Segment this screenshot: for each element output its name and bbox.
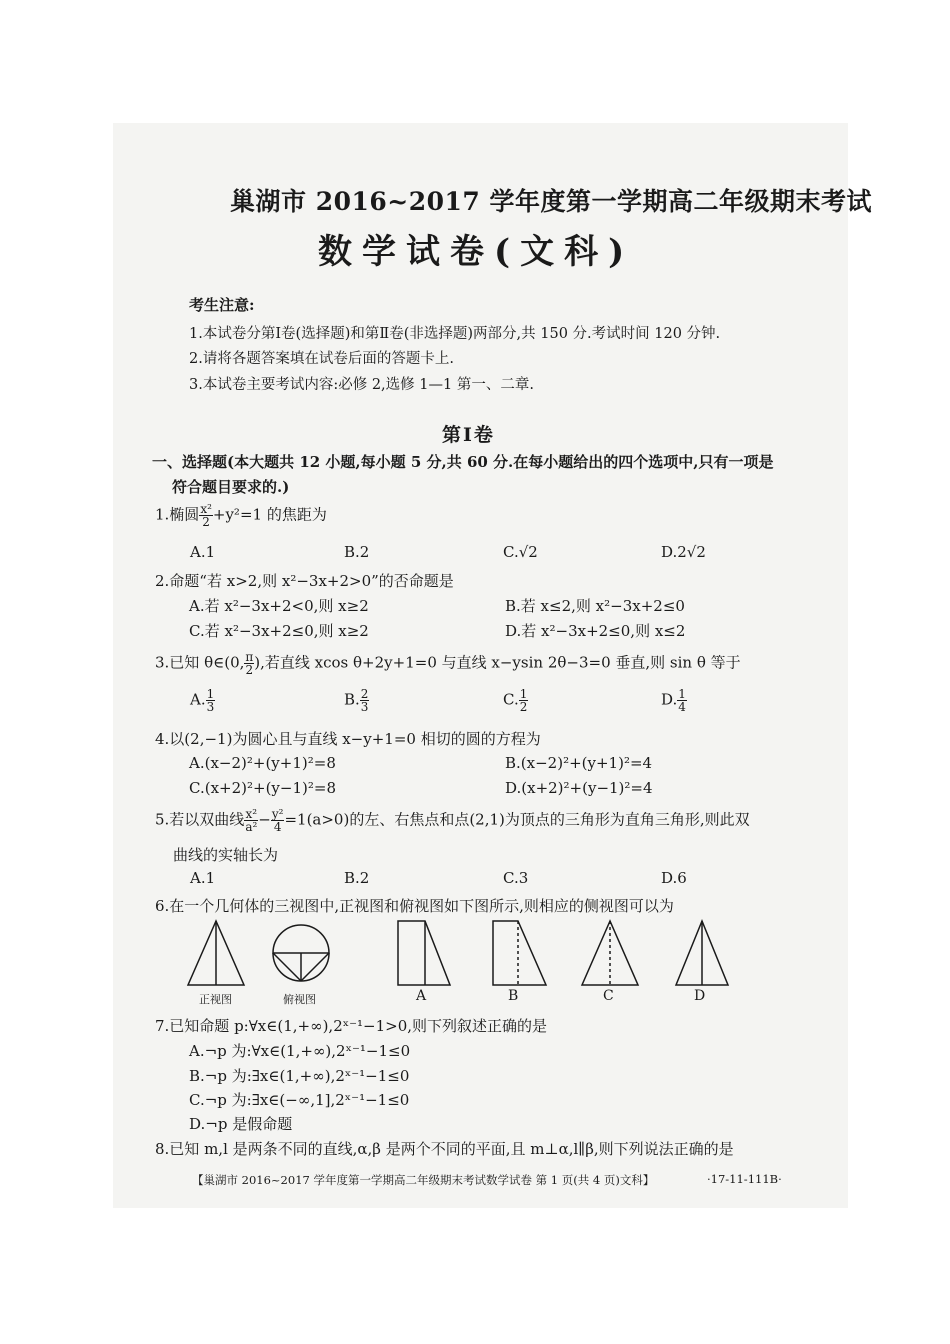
q3-option-c <box>503 688 528 713</box>
q4-option-d: D.(x+2)²+(y−1)²=4 <box>505 779 653 797</box>
q5-f2-den: 4 <box>273 820 282 834</box>
q5-f2-num: y² <box>271 807 284 821</box>
q3-option-d <box>661 688 687 713</box>
q2-option-d: D.若 x²−3x+2≤0,则 x≤2 <box>505 622 686 640</box>
q6-figures <box>180 915 740 1015</box>
label-option-a: A <box>416 988 427 1004</box>
q3-option-b <box>344 688 369 713</box>
q1-option-d: D.2√2 <box>661 543 706 561</box>
q1-option-b: B.2 <box>344 543 370 561</box>
exam-subtitle: 数学试卷(文科) <box>318 232 635 272</box>
q3-b-fraction <box>360 688 370 713</box>
question-7: 7.已知命题 p:∀x∈(1,+∞),2ˣ⁻¹−1>0,则下列叙述正确的是 <box>155 1017 548 1035</box>
q3-d-den: 4 <box>678 700 686 714</box>
q5-prefix: 5.若以双曲线 <box>155 810 245 829</box>
label-top-view: 俯视图 <box>283 993 316 1006</box>
q3-prefix: 3.已知 θ∈(0, <box>155 653 245 672</box>
q5-f1-den: a² <box>245 820 258 834</box>
q5-f1-num: x² <box>245 807 258 821</box>
q5-suffix: =1(a>0)的左、右焦点和点(2,1)为顶点的三角形为直角三角形,则此双 <box>284 810 750 829</box>
q5-fraction-2 <box>271 808 285 833</box>
q3-a-num: 1 <box>206 687 215 701</box>
q3-a-fraction <box>206 688 216 713</box>
q4-option-c: C.(x+2)²+(y−1)²=8 <box>189 779 336 797</box>
q5-line-2: 曲线的实轴长为 <box>173 846 279 864</box>
option-b-figure <box>493 921 546 985</box>
front-view-figure <box>188 921 244 985</box>
section-title: 第Ⅰ卷 <box>442 424 495 446</box>
label-option-d: D <box>694 988 706 1004</box>
q1-suffix: +y²=1 的焦距为 <box>212 505 327 524</box>
q2-option-a: A.若 x²−3x+2<0,则 x≥2 <box>189 597 369 615</box>
question-3 <box>155 651 741 676</box>
q1-option-c: C.√2 <box>503 543 538 561</box>
q5-option-a: A.1 <box>190 869 216 887</box>
q5-option-d: D.6 <box>661 869 687 887</box>
q3-b-den: 3 <box>360 700 369 714</box>
q7-option-a: A.¬p 为:∀x∈(1,+∞),2ˣ⁻¹−1≤0 <box>189 1042 411 1060</box>
notice-heading: 考生注意: <box>189 296 255 314</box>
part-one-instructions-cont: 符合题目要求的.) <box>172 478 290 496</box>
q3-option-a <box>190 688 215 713</box>
question-2: 2.命题“若 x>2,则 x²−3x+2>0”的否命题是 <box>155 572 454 590</box>
question-4: 4.以(2,−1)为圆心且与直线 x−y+1=0 相切的圆的方程为 <box>155 730 541 748</box>
q4-option-b: B.(x−2)²+(y+1)²=4 <box>505 754 653 772</box>
q3-d-num: 1 <box>678 687 686 701</box>
option-d-figure <box>676 921 728 985</box>
q3-c-num: 1 <box>519 687 528 701</box>
q3-a-label: A. <box>190 690 206 709</box>
q3-c-label: C. <box>503 690 519 709</box>
q5-minus: − <box>258 810 271 829</box>
option-a-figure <box>398 921 450 985</box>
notice-item-1: 1.本试卷分第Ⅰ卷(选择题)和第Ⅱ卷(非选择题)两部分,共 150 分.考试时间 120 分钟. <box>189 326 721 342</box>
q5-option-c: C.3 <box>503 869 529 887</box>
question-1 <box>155 503 327 528</box>
top-view-figure <box>273 925 329 981</box>
exam-title: 巢湖市 2016~2017 学年度第一学期高二年级期末考试 <box>230 187 873 216</box>
q3-fraction <box>244 651 254 676</box>
label-option-b: B <box>508 988 519 1004</box>
part-one-instructions: 一、选择题(本大题共 12 小题,每小题 5 分,共 60 分.在每小题给出的四个选项中,只有一项是 <box>152 453 774 471</box>
q4-option-a: A.(x−2)²+(y+1)²=8 <box>189 754 336 772</box>
page-footer: 【巢湖市 2016~2017 学年度第一学期高二年级期末考试数学试卷 第 1 页(共 4 页)文科】 <box>192 1173 655 1187</box>
q1-frac-num: x² <box>200 502 212 516</box>
option-c-figure <box>582 921 638 985</box>
page-footer-code: ·17-11-111B· <box>707 1172 782 1186</box>
q2-option-b: B.若 x≤2,则 x²−3x+2≤0 <box>505 597 685 615</box>
q3-c-fraction <box>519 688 529 713</box>
q2-option-c: C.若 x²−3x+2≤0,则 x≥2 <box>189 622 369 640</box>
q3-frac-den: 2 <box>245 663 254 677</box>
q7-option-c: C.¬p 为:∃x∈(−∞,1],2ˣ⁻¹−1≤0 <box>189 1091 410 1109</box>
q3-suffix: ),若直线 xcos θ+2y+1=0 与直线 x−ysin 2θ−3=0 垂直,则 sin θ 等于 <box>254 653 741 672</box>
q7-option-d: D.¬p 是假命题 <box>189 1115 293 1133</box>
notice-item-2: 2.请将各题答案填在试卷后面的答题卡上. <box>189 351 454 367</box>
q7-option-b: B.¬p 为:∃x∈(1,+∞),2ˣ⁻¹−1≤0 <box>189 1067 410 1085</box>
q5-option-b: B.2 <box>344 869 370 887</box>
q3-b-num: 2 <box>360 687 369 701</box>
label-option-c: C <box>603 988 614 1004</box>
question-8: 8.已知 m,l 是两条不同的直线,α,β 是两个不同的平面,且 m⊥α,l∥β,则下列说法正确的是 <box>155 1140 734 1158</box>
q1-option-a: A.1 <box>190 543 216 561</box>
label-front-view: 正视图 <box>199 993 232 1006</box>
q1-prefix: 1.椭圆 <box>155 505 200 524</box>
question-6: 6.在一个几何体的三视图中,正视图和俯视图如下图所示,则相应的侧视图可以为 <box>155 897 674 915</box>
question-5 <box>155 808 750 833</box>
q3-frac-num: π <box>245 650 254 664</box>
q3-a-den: 3 <box>206 700 215 714</box>
q1-fraction <box>199 503 213 528</box>
q5-fraction-1 <box>244 808 258 833</box>
q3-c-den: 2 <box>519 700 528 714</box>
q3-d-fraction <box>677 688 687 713</box>
q3-d-label: D. <box>661 690 678 709</box>
notice-item-3: 3.本试卷主要考试内容:必修 2,选修 1—1 第一、二章. <box>189 377 534 393</box>
q1-frac-den: 2 <box>202 515 210 529</box>
q3-b-label: B. <box>344 690 360 709</box>
